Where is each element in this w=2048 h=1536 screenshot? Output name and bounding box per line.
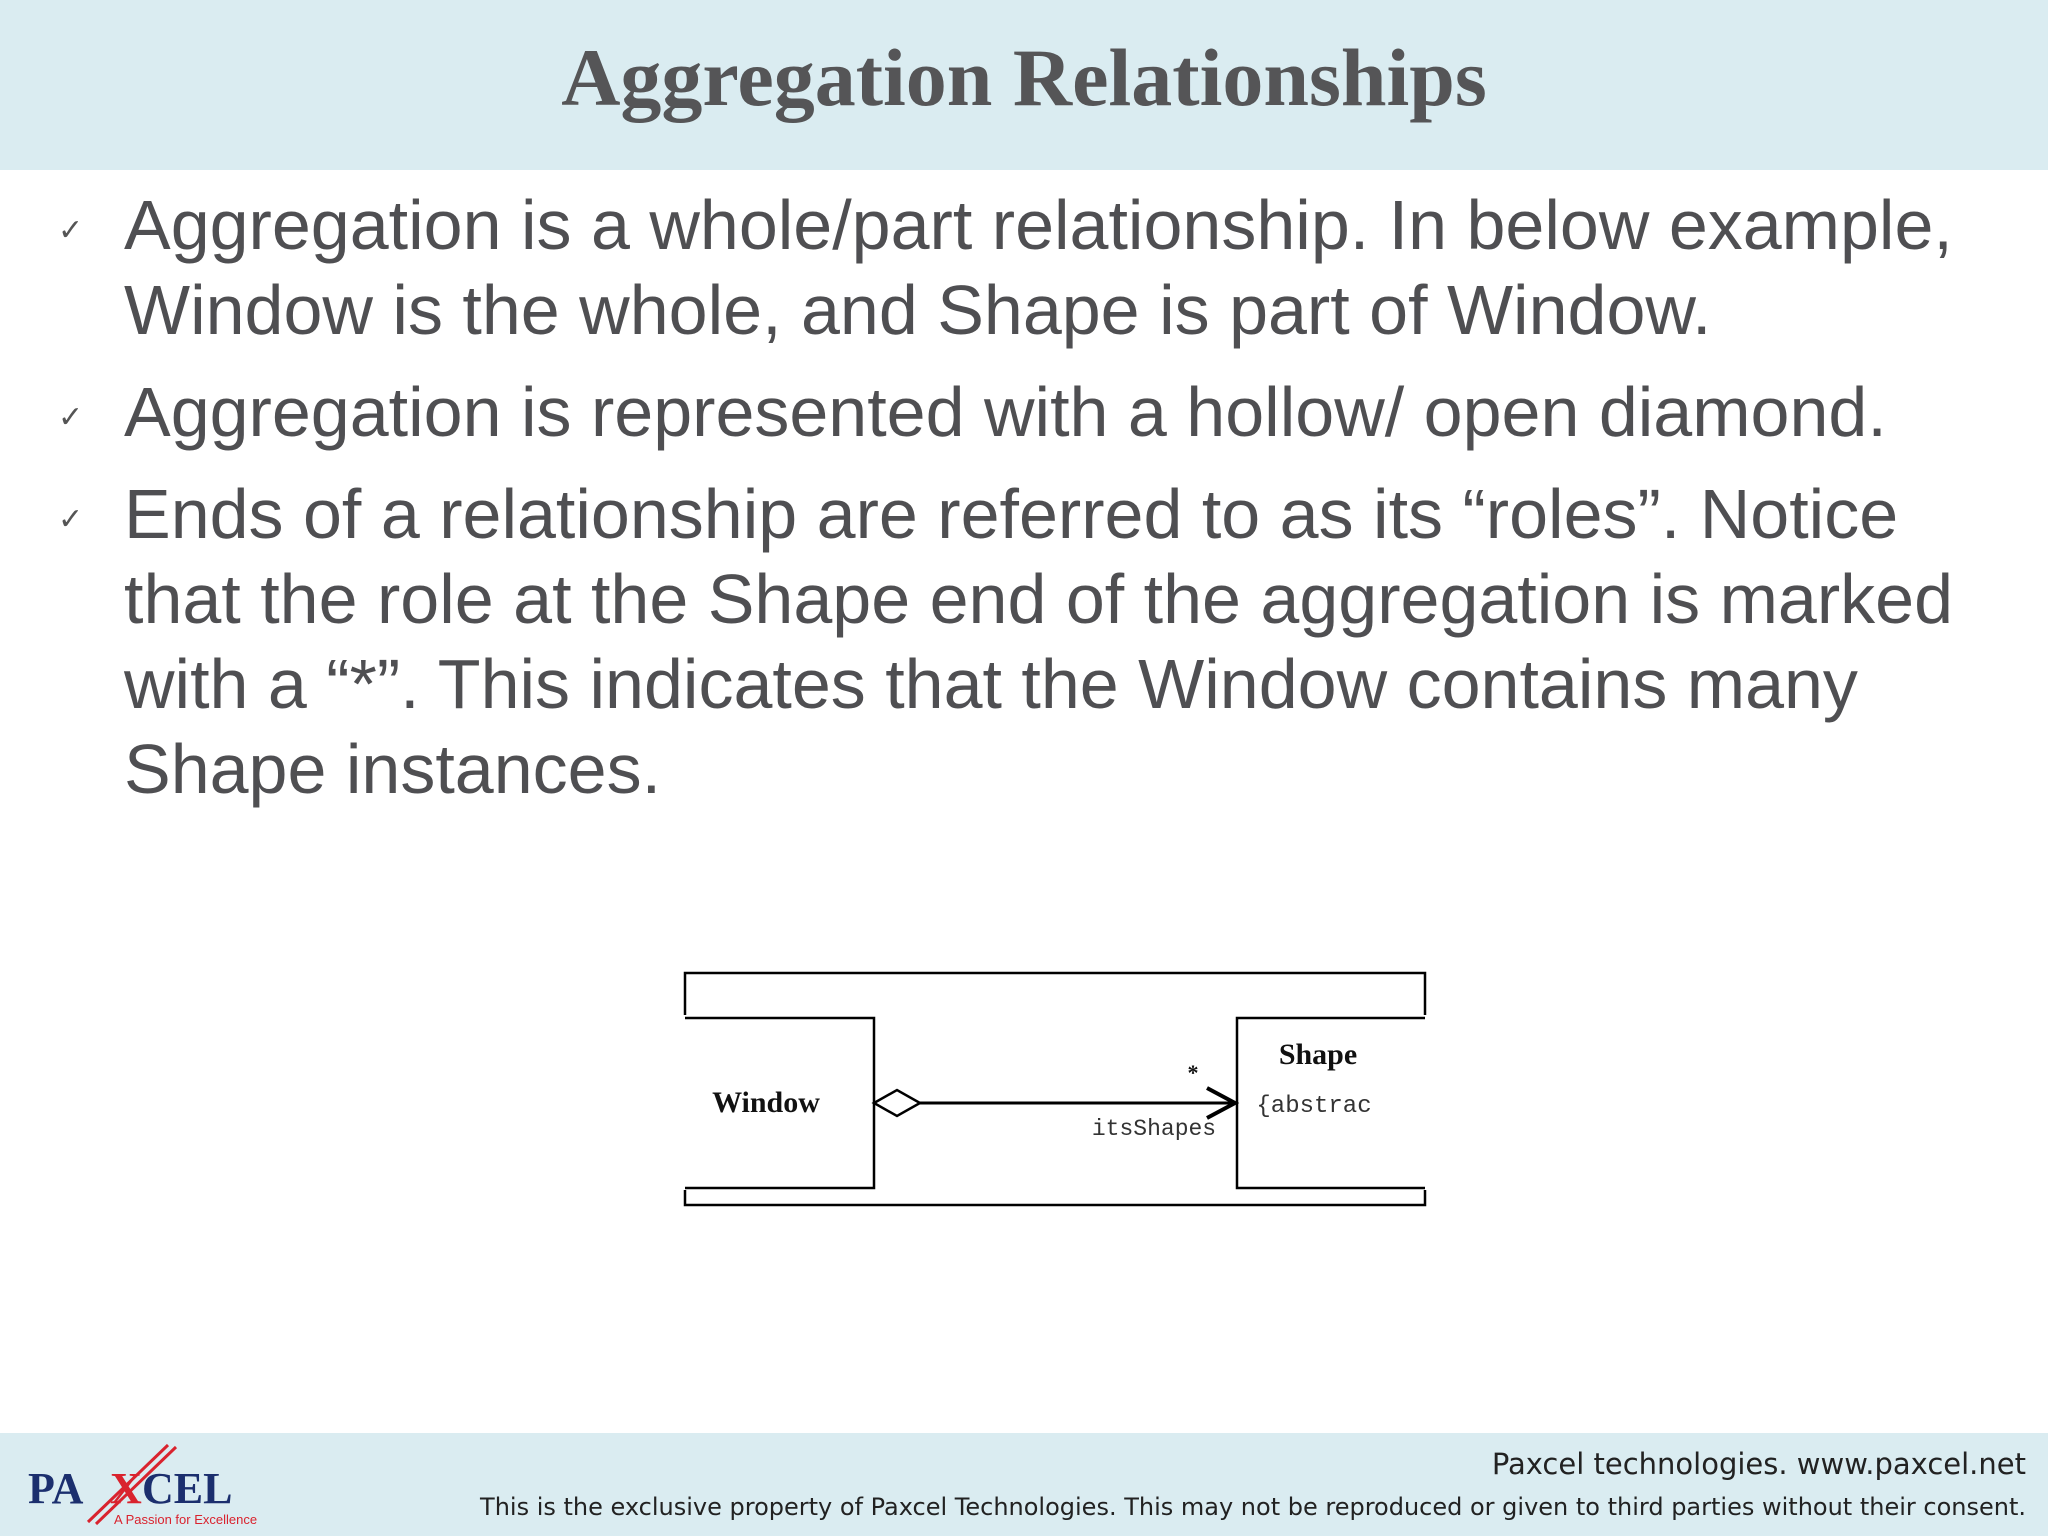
bullet-text: Aggregation is a whole/part relationship. In below example, Window is the whole, and Shape is part of Window. [124, 186, 1953, 349]
hollow-diamond-icon [874, 1090, 920, 1116]
multiplicity-label: * [1187, 1060, 1199, 1085]
bullet-item [0, 370, 2048, 455]
logo-text-left: PA [28, 1464, 84, 1513]
checkmark-icon: ✓ [58, 502, 84, 537]
bullet-item [0, 472, 2048, 812]
slide-title: Aggregation Relationships [561, 32, 1487, 123]
copyright-disclaimer: This is the exclusive property of Paxcel Technologies. This may not be reproduced or given to third parties without their consent. [480, 1493, 2026, 1521]
bullet-list [0, 183, 2048, 829]
paxcel-logo [26, 1440, 286, 1530]
checkmark-icon: ✓ [58, 213, 84, 248]
shape-stereotype: {abstrac [1256, 1093, 1372, 1120]
uml-aggregation-diagram [680, 968, 1430, 1208]
bullet-item [0, 183, 2048, 353]
window-class-name: Window [712, 1086, 820, 1119]
logo-tagline: A Passion for Excellence [114, 1512, 258, 1527]
logo-text-right: CEL [142, 1464, 233, 1513]
bullet-text: Aggregation is represented with a hollow/ open diamond. [124, 373, 1887, 451]
shape-class-name: Shape [1278, 1038, 1358, 1071]
logo-text-x: X [110, 1464, 142, 1513]
checkmark-icon: ✓ [58, 400, 84, 435]
role-name-label: itsShapes [1091, 1116, 1217, 1142]
bullet-text: Ends of a relationship are referred to as its “roles”. Notice that the role at the Shape end of the aggregation is marked with a “*”. This indicates that the Window contains many Shape instances. [124, 475, 1954, 808]
company-website-line: Paxcel technologies. www.paxcel.net [1491, 1447, 2026, 1481]
